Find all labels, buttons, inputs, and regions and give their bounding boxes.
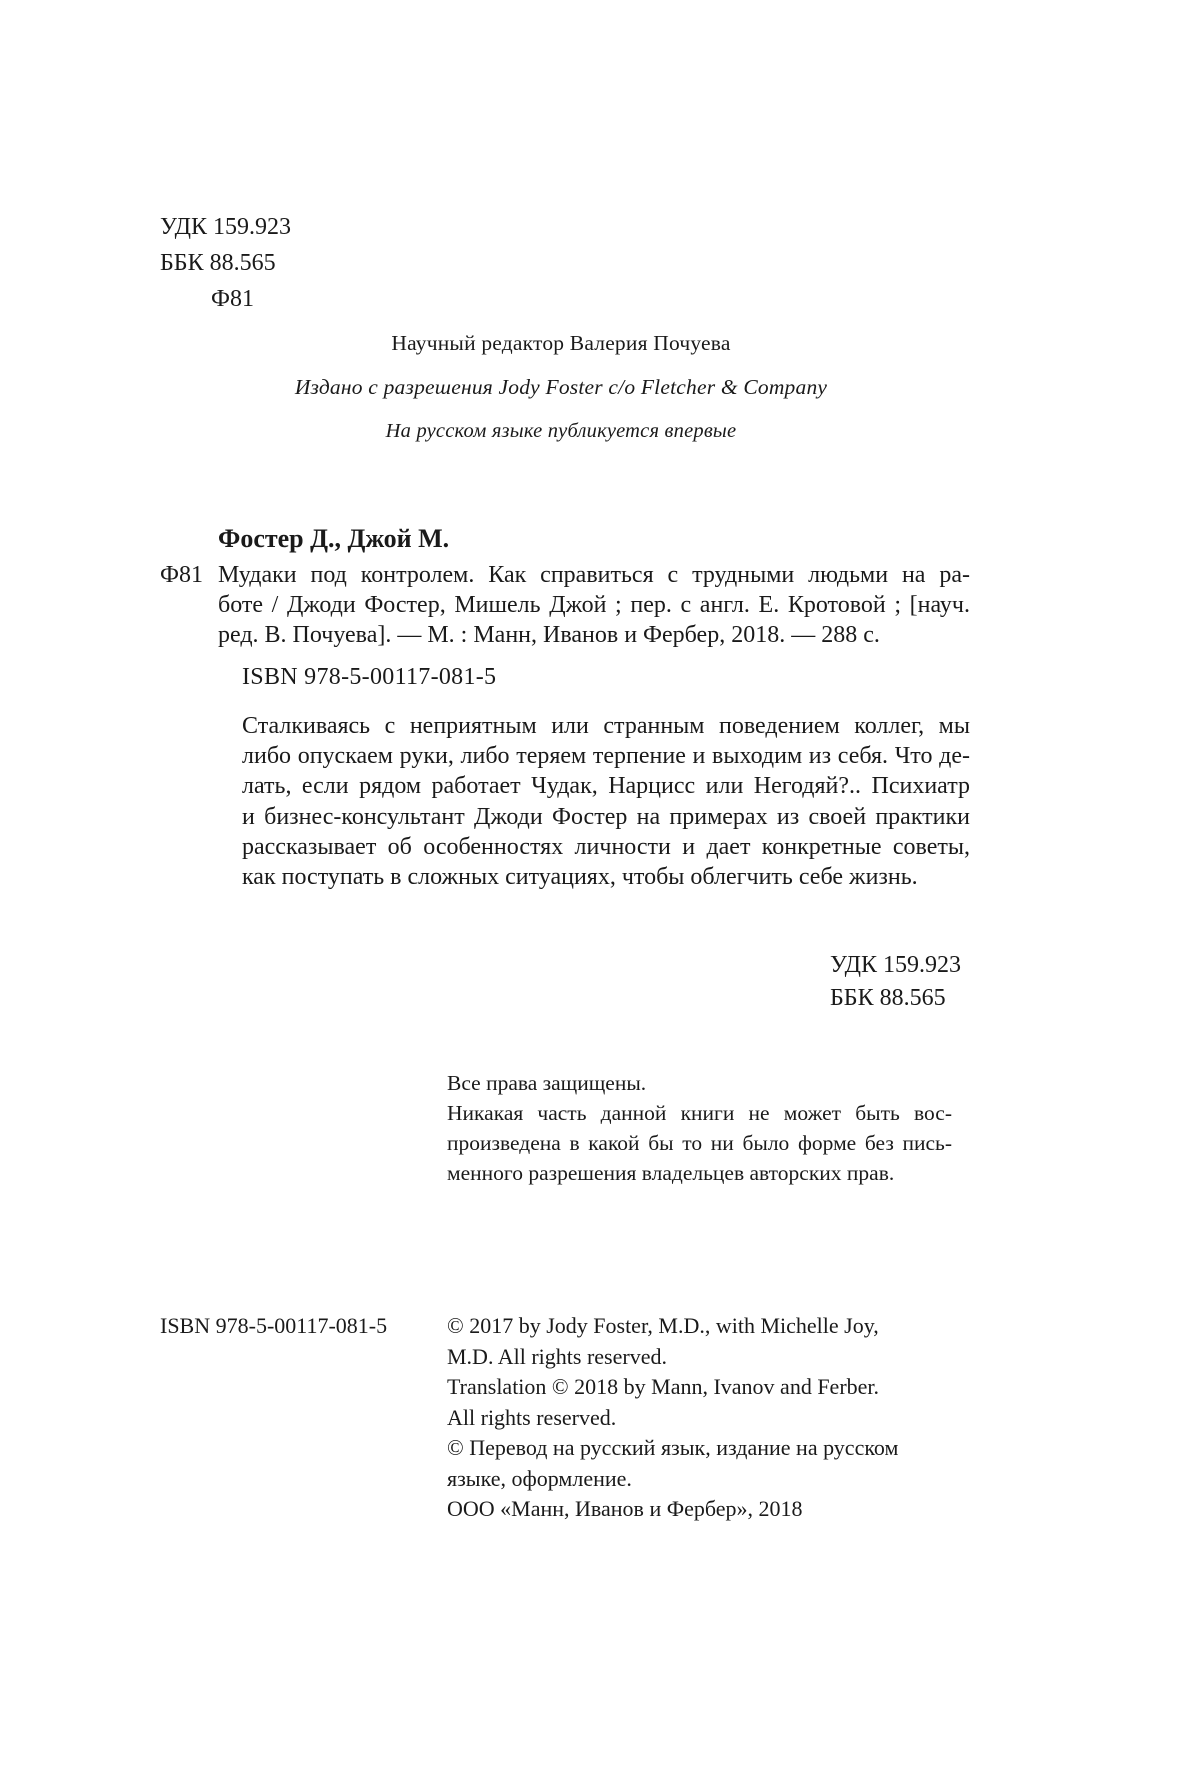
copyright-line: © 2017 by Jody Foster, M.D., with Michelle Joy, xyxy=(447,1313,879,1338)
catalog-isbn: ISBN 978-5-00117-081-5 xyxy=(242,664,497,690)
scientific-editor: Научный редактор Валерия Почуева xyxy=(391,331,731,355)
annotation-line: либо опускаем руки, либо теряем терпение и выходим из себя. Что де- xyxy=(242,743,970,770)
copyright-line: © Перевод на русский язык, издание на русском xyxy=(447,1435,899,1460)
footer-isbn: ISBN 978-5-00117-081-5 xyxy=(160,1313,388,1338)
rights-line: менного разрешения владельцев авторских прав. xyxy=(447,1161,895,1185)
catalog-authors: Фостер Д., Джой М. xyxy=(218,524,450,553)
catalog-description-line: ред. В. Почуева]. — М. : Манн, Иванов и Фербер, 2018. — 288 с. xyxy=(218,622,880,648)
publication-permission: Издано с разрешения Jody Foster c/o Fletcher & Company xyxy=(294,375,828,399)
copyright-line: M.D. All rights reserved. xyxy=(447,1343,667,1369)
rights-notice xyxy=(447,1068,952,1188)
rights-line: Никакая часть данной книги не может быть вос- xyxy=(447,1101,952,1125)
annotation-line: Сталкиваясь с неприятным или странным поведением коллег, мы xyxy=(242,713,970,739)
copyright-notice xyxy=(447,1311,967,1525)
catalog-description-line: Мудаки под контролем. Как справиться с трудными людьми на ра- xyxy=(218,562,970,588)
copyright-line: языке, оформление. xyxy=(447,1465,632,1491)
copyright-line: ООО «Манн, Иванов и Фербер», 2018 xyxy=(447,1496,803,1521)
author-sign-top: Ф81 xyxy=(211,286,254,312)
bbk-code-right: ББК 88.565 xyxy=(830,985,946,1011)
annotation-line: лать, если рядом работает Чудак, Нарцисс или Негодяй?.. Психиатр xyxy=(242,773,970,800)
udk-code-right: УДК 159.923 xyxy=(830,952,961,978)
catalog-description xyxy=(218,560,970,650)
catalog-author-sign: Ф81 xyxy=(160,562,203,588)
annotation xyxy=(242,711,970,892)
catalog-description-line: боте / Джоди Фостер, Мишель Джой ; пер. с англ. Е. Кротовой ; [науч. xyxy=(218,592,970,618)
copyright-line: Translation © 2018 by Mann, Ivanov and Ferber. xyxy=(447,1374,880,1399)
annotation-line: рассказывает об особенностях личности и дает конкретные советы, xyxy=(242,833,970,860)
copyright-line: All rights reserved. xyxy=(447,1404,617,1430)
rights-line: Все права защищены. xyxy=(447,1071,647,1095)
first-russian-edition-note: На русском языке публикуется впервые xyxy=(385,420,737,442)
rights-line: произведена в какой бы то ни было форме без пись- xyxy=(447,1131,952,1155)
annotation-line: и бизнес-консультант Джоди Фостер на примерах из своей практики xyxy=(242,803,970,830)
annotation-line: как поступать в сложных ситуациях, чтобы облегчить себе жизнь. xyxy=(242,863,918,890)
bbk-code-top: ББК 88.565 xyxy=(160,250,276,276)
udk-code-top: УДК 159.923 xyxy=(160,214,291,240)
